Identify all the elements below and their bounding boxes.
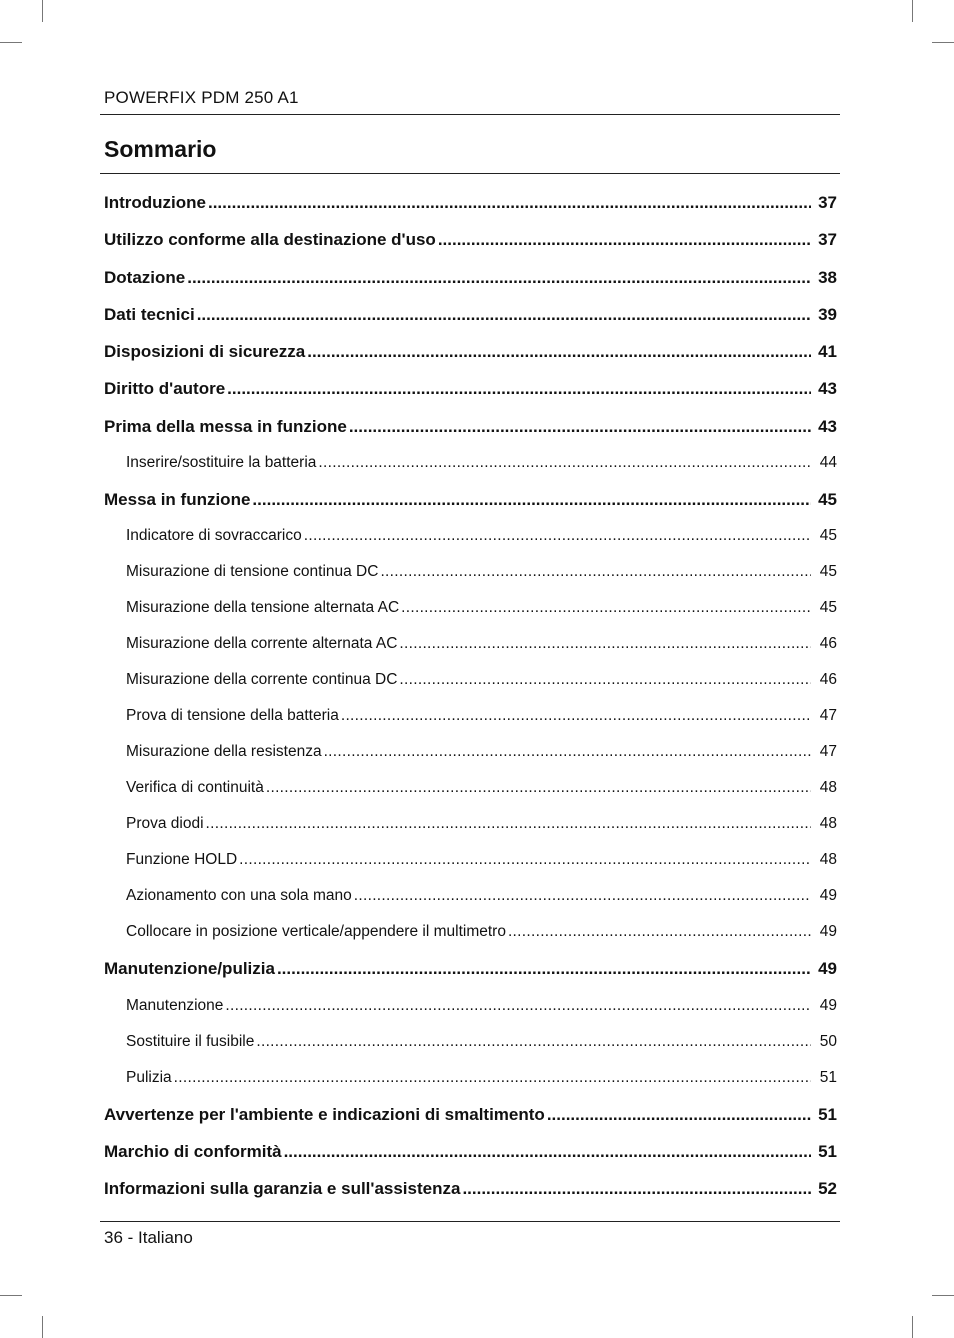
toc-entry-label: Funzione HOLD bbox=[126, 851, 238, 869]
page-footer: 36 - Italiano bbox=[104, 1228, 193, 1247]
crop-mark bbox=[912, 0, 913, 22]
toc-dot-leader bbox=[354, 878, 811, 914]
toc-dot-leader bbox=[266, 770, 811, 806]
footer-rule bbox=[100, 1221, 840, 1222]
toc-entry-page: 48 bbox=[819, 815, 837, 833]
toc-dot-leader bbox=[462, 1170, 811, 1207]
toc-dot-leader bbox=[256, 1024, 811, 1060]
toc-chapter-entry[interactable] bbox=[104, 1096, 837, 1133]
toc-chapter-entry[interactable] bbox=[104, 370, 837, 407]
toc-entry-page: 43 bbox=[818, 379, 837, 399]
toc-dot-leader bbox=[401, 590, 811, 626]
toc-dot-leader bbox=[399, 626, 811, 662]
toc-entry-label: Misurazione della tensione alternata AC bbox=[126, 599, 400, 617]
toc-entry-page: 48 bbox=[819, 779, 837, 797]
toc-dot-leader bbox=[239, 842, 811, 878]
toc-dot-leader bbox=[307, 333, 811, 370]
toc-section-entry[interactable] bbox=[104, 554, 837, 590]
toc-entry-page: 45 bbox=[819, 599, 837, 617]
toc-entry-label: Marchio di conformità bbox=[104, 1141, 282, 1161]
toc-entry-page: 44 bbox=[819, 454, 837, 472]
toc-dot-leader bbox=[252, 481, 811, 518]
toc-chapter-entry[interactable] bbox=[104, 221, 837, 258]
toc-entry-page: 48 bbox=[819, 851, 837, 869]
toc-entry-label: Dati tecnici bbox=[104, 304, 195, 324]
toc-section-entry[interactable] bbox=[104, 842, 837, 878]
toc-section-entry[interactable] bbox=[104, 590, 837, 626]
toc-dot-leader bbox=[227, 370, 811, 407]
toc-entry-page: 37 bbox=[818, 230, 837, 250]
toc-entry-label: Messa in funzione bbox=[104, 490, 251, 510]
toc-entry-label: Prima della messa in funzione bbox=[104, 416, 347, 436]
toc-chapter-entry[interactable] bbox=[104, 481, 837, 518]
toc-dot-leader bbox=[284, 1133, 811, 1170]
toc-entry-page: 49 bbox=[819, 887, 837, 905]
toc-entry-label: Utilizzo conforme alla destinazione d'uso bbox=[104, 230, 436, 250]
toc-entry-label: Collocare in posizione verticale/appendere il multimetro bbox=[126, 923, 506, 941]
toc-chapter-entry[interactable] bbox=[104, 1170, 837, 1207]
toc-entry-label: Informazioni sulla garanzia e sull'assistenza bbox=[104, 1179, 461, 1199]
toc-entry-page: 43 bbox=[818, 416, 837, 436]
crop-mark bbox=[932, 1295, 954, 1296]
toc-entry-label: Misurazione della corrente continua DC bbox=[126, 671, 398, 689]
table-of-contents bbox=[104, 184, 837, 1208]
toc-section-entry[interactable] bbox=[104, 698, 837, 734]
toc-entry-label: Disposizioni di sicurezza bbox=[104, 342, 306, 362]
toc-dot-leader bbox=[277, 950, 811, 987]
toc-dot-leader bbox=[349, 408, 811, 445]
toc-section-entry[interactable] bbox=[104, 988, 837, 1024]
crop-mark bbox=[42, 0, 43, 22]
toc-chapter-entry[interactable] bbox=[104, 259, 837, 296]
toc-section-entry[interactable] bbox=[104, 626, 837, 662]
toc-dot-leader bbox=[208, 184, 811, 221]
page-title: Sommario bbox=[104, 136, 217, 162]
toc-dot-leader bbox=[206, 806, 811, 842]
toc-section-entry[interactable] bbox=[104, 662, 837, 698]
toc-entry-label: Prova di tensione della batteria bbox=[126, 707, 339, 725]
toc-section-entry[interactable] bbox=[104, 734, 837, 770]
toc-entry-label: Dotazione bbox=[104, 267, 186, 287]
toc-entry-page: 51 bbox=[818, 1104, 837, 1124]
toc-dot-leader bbox=[174, 1060, 811, 1096]
toc-chapter-entry[interactable] bbox=[104, 408, 837, 445]
toc-chapter-entry[interactable] bbox=[104, 184, 837, 221]
toc-entry-label: Introduzione bbox=[104, 193, 206, 212]
toc-entry-page: 47 bbox=[819, 743, 837, 761]
toc-chapter-entry[interactable] bbox=[104, 296, 837, 333]
toc-entry-label: Inserire/sostituire la batteria bbox=[126, 454, 317, 472]
toc-entry-page: 45 bbox=[819, 563, 837, 581]
crop-mark bbox=[912, 1316, 913, 1338]
toc-entry-label: Prova diodi bbox=[126, 815, 204, 833]
crop-mark bbox=[932, 42, 954, 43]
toc-entry-page: 49 bbox=[819, 923, 837, 941]
toc-entry-label: Indicatore di sovraccarico bbox=[126, 527, 302, 545]
toc-dot-leader bbox=[380, 554, 811, 590]
toc-entry-page: 50 bbox=[819, 1032, 837, 1050]
toc-entry-page: 41 bbox=[818, 342, 837, 362]
toc-entry-page: 49 bbox=[819, 996, 837, 1014]
header-rule bbox=[100, 114, 840, 115]
toc-dot-leader bbox=[438, 221, 811, 258]
title-rule bbox=[100, 173, 840, 174]
toc-dot-leader bbox=[187, 259, 811, 296]
toc-chapter-entry[interactable] bbox=[104, 333, 837, 370]
toc-section-entry[interactable] bbox=[104, 806, 837, 842]
toc-section-entry[interactable] bbox=[104, 770, 837, 806]
toc-entry-label: Pulizia bbox=[126, 1068, 172, 1086]
toc-entry-page: 47 bbox=[819, 707, 837, 725]
toc-dot-leader bbox=[318, 445, 811, 481]
toc-entry-label: Diritto d'autore bbox=[104, 379, 226, 399]
toc-entry-label: Manutenzione/pulizia bbox=[104, 959, 275, 979]
toc-entry-label: Sostituire il fusibile bbox=[126, 1032, 255, 1050]
crop-mark bbox=[0, 42, 22, 43]
toc-entry-label: Misurazione della resistenza bbox=[126, 743, 322, 761]
toc-entry-page: 49 bbox=[818, 959, 837, 979]
toc-dot-leader bbox=[304, 518, 811, 554]
toc-section-entry[interactable] bbox=[104, 1024, 837, 1060]
toc-entry-label: Azionamento con una sola mano bbox=[126, 887, 352, 905]
toc-dot-leader bbox=[341, 698, 811, 734]
toc-chapter-entry[interactable] bbox=[104, 950, 837, 987]
toc-entry-page: 51 bbox=[818, 1141, 837, 1161]
crop-mark bbox=[42, 1316, 43, 1338]
toc-section-entry[interactable] bbox=[104, 914, 837, 950]
toc-dot-leader bbox=[324, 734, 811, 770]
toc-dot-leader bbox=[508, 914, 811, 950]
toc-entry-page: 52 bbox=[818, 1179, 837, 1199]
toc-entry-page: 37 bbox=[818, 193, 837, 212]
toc-dot-leader bbox=[225, 988, 811, 1024]
toc-entry-label: Manutenzione bbox=[126, 996, 224, 1014]
toc-entry-page: 51 bbox=[819, 1068, 837, 1086]
crop-mark bbox=[0, 1295, 22, 1296]
toc-entry-label: Avvertenze per l'ambiente e indicazioni di smaltimento bbox=[104, 1104, 545, 1124]
toc-section-entry[interactable] bbox=[104, 445, 837, 481]
toc-section-entry[interactable] bbox=[104, 518, 837, 554]
toc-chapter-entry[interactable] bbox=[104, 1133, 837, 1170]
toc-entry-label: Verifica di continuità bbox=[126, 779, 264, 797]
toc-entry-page: 45 bbox=[819, 527, 837, 545]
toc-entry-page: 45 bbox=[818, 490, 837, 510]
toc-dot-leader bbox=[547, 1096, 811, 1133]
toc-entry-page: 38 bbox=[818, 267, 837, 287]
toc-dot-leader bbox=[197, 296, 811, 333]
toc-section-entry[interactable] bbox=[104, 878, 837, 914]
toc-entry-label: Misurazione della corrente alternata AC bbox=[126, 635, 398, 653]
toc-dot-leader bbox=[399, 662, 811, 698]
running-header: POWERFIX PDM 250 A1 bbox=[104, 88, 299, 107]
toc-entry-page: 46 bbox=[819, 671, 837, 689]
toc-section-entry[interactable] bbox=[104, 1060, 837, 1096]
toc-entry-page: 46 bbox=[819, 635, 837, 653]
toc-entry-page: 39 bbox=[818, 304, 837, 324]
toc-entry-label: Misurazione di tensione continua DC bbox=[126, 563, 379, 581]
